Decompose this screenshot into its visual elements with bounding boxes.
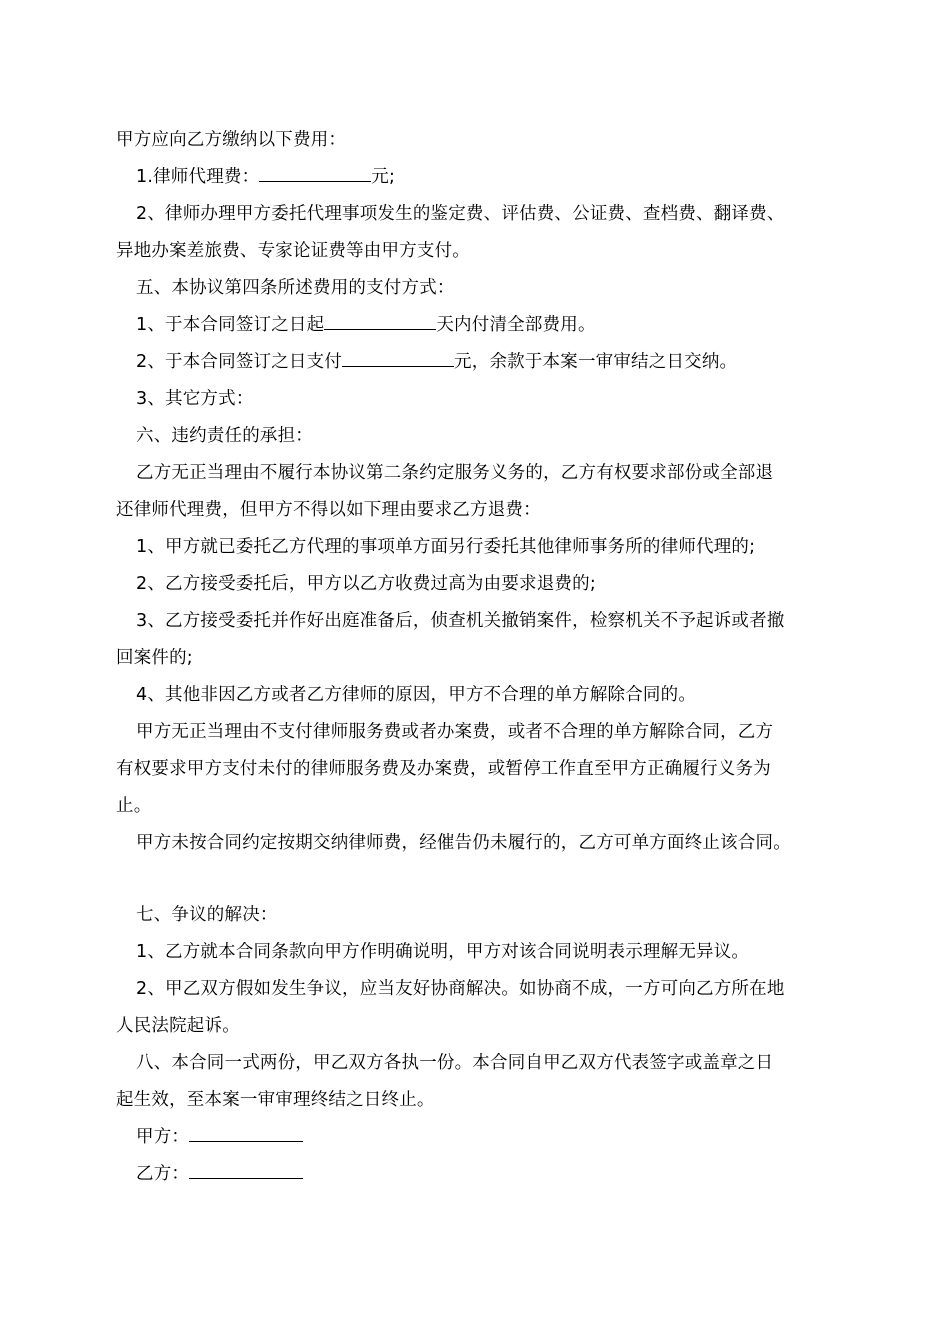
section-7-title: 七、争议的解决： bbox=[136, 905, 278, 925]
section-7-item-1: 1、乙方就本合同条款向甲方作明确说明，甲方对该合同说明表示理解无异议。 bbox=[136, 942, 750, 962]
days-blank bbox=[324, 310, 436, 330]
section-6-para-3: 甲方未按合同约定按期交纳律师费，经催告仍未履行的，乙方可单方面终止该合同。 bbox=[136, 833, 791, 853]
party-a-signature bbox=[116, 1119, 846, 1156]
section-6-para-2-line-3: 止。 bbox=[116, 796, 152, 816]
section-8-line-2: 起生效，至本案一审审理终结之日终止。 bbox=[116, 1090, 435, 1110]
section-6-item-1: 1、甲方就已委托乙方代理的事项单方面另行委托其他律师事务所的律师代理的; bbox=[136, 537, 756, 557]
party-b-signature bbox=[116, 1156, 846, 1193]
section-5-item-2-suffix: 元，余款于本案一审审结之日交纳。 bbox=[454, 352, 738, 372]
section-6-item-3-line-2: 回案件的; bbox=[116, 648, 193, 668]
fees-intro: 甲方应向乙方缴纳以下费用： bbox=[116, 130, 347, 150]
section-5-item-1-suffix: 天内付清全部费用。 bbox=[436, 315, 596, 335]
party-b-blank bbox=[189, 1159, 303, 1179]
party-b-label: 乙方： bbox=[136, 1164, 190, 1184]
section-5-title: 五、本协议第四条所述费用的支付方式： bbox=[136, 278, 455, 298]
section-6-item-3-line-1: 3、乙方接受委托并作好出庭准备后，侦查机关撤销案件，检察机关不予起诉或者撤 bbox=[136, 611, 785, 631]
section-6-title: 六、违约责任的承担： bbox=[136, 426, 313, 446]
section-7-item-2-line-1: 2、甲乙双方假如发生争议，应当友好协商解决。如协商不成，一方可向乙方所在地 bbox=[136, 979, 785, 999]
fee-item-1 bbox=[116, 159, 846, 196]
party-a-label: 甲方： bbox=[136, 1127, 190, 1147]
fee-item-2-line-1: 2、律师办理甲方委托代理事项发生的鉴定费、评估费、公证费、查档费、翻译费、 bbox=[136, 204, 785, 224]
section-6-para-1-line-2: 还律师代理费，但甲方不得以如下理由要求乙方退费： bbox=[116, 500, 541, 520]
section-6-item-2: 2、乙方接受委托后，甲方以乙方收费过高为由要求退费的; bbox=[136, 574, 596, 594]
section-6-para-2-line-1: 甲方无正当理由不支付律师服务费或者办案费，或者不合理的单方解除合同，乙方 bbox=[136, 722, 774, 742]
party-a-blank bbox=[189, 1122, 303, 1142]
section-6-para-2-line-2: 有权要求甲方支付未付的律师服务费及办案费，或暂停工作直至甲方正确履行义务为 bbox=[116, 759, 771, 779]
section-8-line-1: 八、本合同一式两份，甲乙双方各执一份。本合同自甲乙双方代表签字或盖章之日 bbox=[136, 1053, 774, 1073]
fee-item-1-suffix: 元; bbox=[371, 167, 396, 187]
section-5-item-2 bbox=[116, 344, 846, 381]
section-6-item-4: 4、其他非因乙方或者乙方律师的原因，甲方不合理的单方解除合同的。 bbox=[136, 685, 697, 705]
section-5-item-2-prefix: 2、于本合同签订之日支付 bbox=[136, 352, 343, 372]
fee-item-1-prefix: 1.律师代理费： bbox=[136, 167, 260, 187]
section-7-item-2-line-2: 人民法院起诉。 bbox=[116, 1016, 240, 1036]
fee-item-2-line-2: 异地办案差旅费、专家论证费等由甲方支付。 bbox=[116, 241, 470, 261]
section-5-item-3: 3、其它方式： bbox=[136, 389, 254, 409]
section-5-item-1 bbox=[116, 307, 846, 344]
section-6-para-1-line-1: 乙方无正当理由不履行本协议第二条约定服务义务的，乙方有权要求部份或全部退 bbox=[136, 463, 774, 483]
section-spacer bbox=[116, 862, 846, 897]
payment-amount-blank bbox=[342, 347, 454, 367]
section-5-item-1-prefix: 1、于本合同签订之日起 bbox=[136, 315, 325, 335]
fee-amount-blank bbox=[259, 162, 371, 182]
contract-body bbox=[116, 122, 846, 1193]
